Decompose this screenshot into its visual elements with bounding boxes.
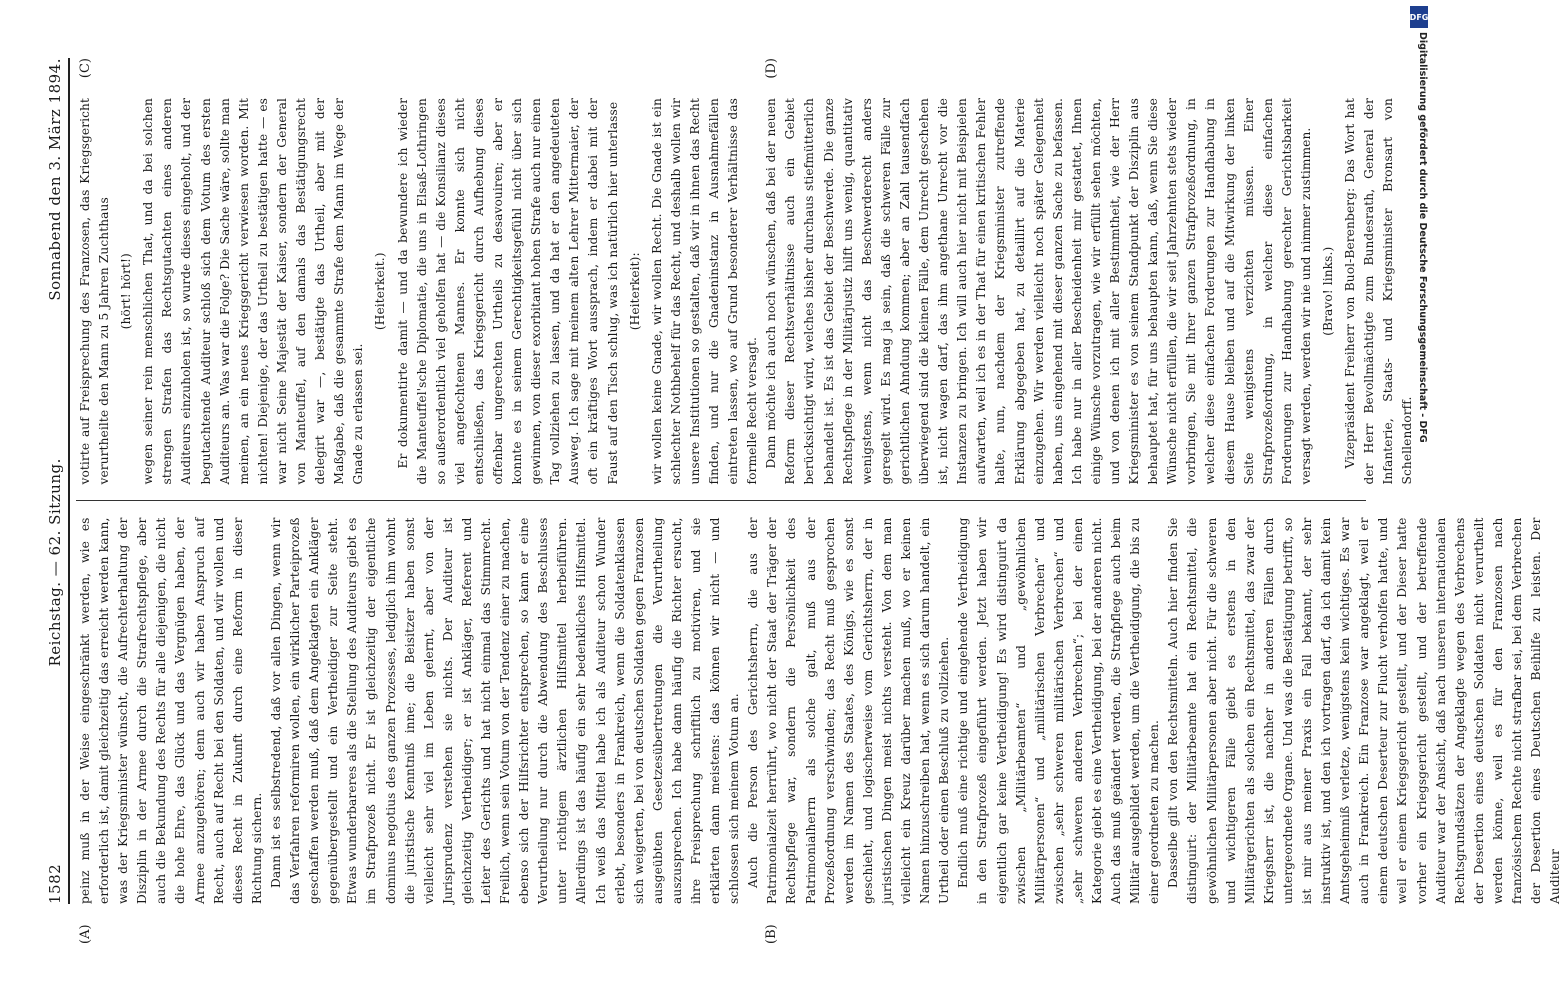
paragraph: Dasselbe gilt von den Rechtsmitteln. Auch hier finden Sie distinguirt: der Militärbeamte hat ein Rechtsmittel, die gewöhnlichen Militärpersonen aber nicht. Für die schweren und wichtigeren Fälle giebt es erstens in den Militärgerichten als solchen ein Rechtsmittel, das zwar der Kriegsherr ist, die nachher in anderen Fällen durch untergeordnete Organe. Und was die Bestätigung betrifft, so ist mir aus meiner Praxis ein Fall bekannt, der sehr instruktiv ist, und den ich vortragen darf, da ich damit kein Amtsgeheimniß verletze, wenigstens kein wichtiges. Es war auch in Frankreich. Ein Franzose war angeklagt, weil er einem deutschen Deserteur zur Flucht verholfen hatte, und weil er einem Kriegsgericht gestellt, und der Dieser hatte vorher ein Kriegsgericht gestellt, und der betreffende Auditeur war der Ansicht, daß nach unseren internationalen Rechtsgrundsätzen der Angeklagte wegen des Verbrechens der Desertion eines deutschen Soldaten nicht verurtheilt werden könne, weil es für den Franzosen nach französischem Rechte nicht strafbar sei, bei dem Verbrechen der Desertion eines Deutschen Beihilfe zu leisten. Der Auditeur <box>1166 517 1563 904</box>
page-header <box>46 58 70 904</box>
paragraph: wir wollen keine Gnade, wir wollen Recht. Die Gnade ist ein schlechter Nothbehelf für das Recht, und deshalb wollen wir unsere Institutionen so gestalten, daß wir in ihnen das Recht finden, und nur die Gnadeninstanz in Ausnahmefällen eintreten lassen, wo auf Grund besonderer Verhältnisse das formelle Recht versagt. <box>649 98 760 485</box>
margin-mark-d: (D) <box>764 58 779 79</box>
page-number: 1582 <box>46 863 64 904</box>
paragraph: Er dokumentirte damit — und da bewundere ich wieder die Manteuffel'sche Diplomatie, die uns in Elsaß-Lothringen so außerordentlich viel geholfen hat — die Konsilianz dieses viel angefochtenen Mannes. Er konnte sich nicht entschließen, das Kriegsgericht durch Aufhebung dieses offenbar ungerechten Urtheils zu desavouiren; aber er konnte es in seinem Gerechtigkeitsgefühl nicht über sich gewinnen, von dieser exorbitant hohen Strafe auch nur einen Tag vollziehen zu lassen, und da hat er den angedeuteten Ausweg. Ich sage mit meinem alten Lehrer Mittermaier, der oft ein kräftiges Wort aussprach, indem er dabei mit der Faust auf den Tisch schlug, was ich natürlich hier unterlasse <box>395 97 620 485</box>
dfg-logo: DFG <box>1410 6 1428 28</box>
dfg-credit-text: Digitalisierung gefördert durch die Deutsche Forschungsgemeinschaft - DFG <box>1417 32 1428 443</box>
interjection: (hört! hört!) <box>119 253 134 330</box>
paragraph: Endlich muß eine richtige und eingehende Vertheidigung in den Strafprozeß eingeführt werden. Jetzt haben wir eigentlich gar keine Vertheidigung! Es wird distinguirt da zwischen „Militärbeamten“ und „gewöhnlichen Militärpersonen“ und „militärischen Verbrechen“ und zwischen „sehr schweren militärischen Verbrechen“ und „sehr schweren anderen Verbrechen“; bei der einen Kategorie giebt es eine Vertheidigung, bei der anderen nicht. Auch das muß geändert werden, die Strafpflege auch beim Militär ausgebildet werden, um die Vertheidigung, die bis zu einer geordneten zu machen. <box>956 517 1162 904</box>
dfg-credit-text-wrap <box>1410 32 1428 992</box>
interjection: (Heiterkeit): <box>627 252 642 331</box>
margin-mark-a: (A) <box>78 924 93 944</box>
interjection: (Bravo! links.) <box>1321 246 1335 336</box>
interjection: (Heiterkeit.) <box>373 252 388 331</box>
paragraph: Auch die Person des Gerichtsherrn, die aus der Patrimonialzeit herrührt, wo nicht der Staat der Träger der Rechtspflege war, sondern die Persönlichkeit des Patrimonialherrn als solche galt, muß aus der Prozeßordnung verschwinden; das Recht muß gesprochen werden im Namen des Staates, des Königs, wie es sonst geschieht, und logischerweise vom Gerichtsherrn, der in juristischen Dingen meist nichts versteht. Von dem man vielleicht ein Kreuz darüber machen muß, wo er keinen Namen hinzuschreiben hat, wenn es sich darum handelt, ein Urtheil oder einen Beschluß zu vollziehen. <box>746 517 952 904</box>
dfg-credit-strip <box>1410 6 1428 996</box>
right-margin <box>76 58 1366 98</box>
paragraph: peinz muß in der Weise eingeschränkt werden, wie es erforderlich ist, damit gleichzeitig das erreicht werden kann, was der Kriegsminister wünscht, die Aufrechterhaltung der Disziplin in der Armee durch die Strafrechtspflege, aber auch die Bekundung des Rechts für alle diejenigen, die nicht die hohe Ehre, das Glück und das Vergnügen haben, der Armee anzugehören; denn auch wir haben Anspruch auf Recht, auch auf Recht bei den Soldaten, und wir wollen und dieses Recht in Zukunft durch eine Reform in dieser Richtung sichern. <box>78 517 264 904</box>
paragraph: Dann möchte ich auch noch wünschen, daß bei der neuen Reform dieser Rechtsverhältnisse auch ein Gebiet berücksichtigt wird, welches bisher durchaus stiefmütterlich behandelt ist. Es ist das Gebiet der Beschwerde. Die ganze Rechtspflege in der Militärjustiz hilft uns wenig, quantitativ wenigstens, wenn nicht das Beschwerderecht anders geregelt wird. Es mag ja sein, daß die schweren Fälle zur gerichtlichen Ahndung kommen; aber an Zahl tausendfach überwiegend sind die kleinen Fälle, dem Unrecht geschehen ist, nicht wagen darf, das ihm angethane Unrecht vor die Instanzen zu bringen. Ich will auch hier nicht mit Beispielen aufwarten, weil ich es in der That für einen kritischen Fehler halte, nun, nachdem der Kriegsminister zutreffende Erklärung abgegeben hat, zu detaillirt auf die Materie einzugehen. Wir werden vielleicht noch später Gelegenheit haben, uns eingehend mit dieser ganzen Sache zu befassen. Ich habe nur in aller Bescheidenheit mir gestattet, Ihnen einige Wünsche vorzutragen, wie wir erfüllt sehen möchten, und von denen ich mit aller Bestimmtheit, wie der Herr Kriegsminister es von seinem Standpunkt der Disziplin aus behauptet hat, für uns behaupten kann, daß, wenn Sie diese Wünsche nicht erfüllen, die wir seit Jahrzehnten stets wieder vorbringen, Sie mit Ihrer ganzen Strafprozeßordnung, in welcher diese einfachen Forderungen zur Handhabung in diesem Hause bleiben und auf die Mitwirkung der linken Seite wenigstens verzichten müssen. Einer Strafprozeßordnung, in welcher diese einfachen Forderungen zur Handhabung gerechter Gerichtsbarkeit versagt werden, werden wir nie und nimmer zustimmen. <box>764 98 1313 485</box>
session-date: Sonnabend den 3. März 1894. <box>46 58 64 301</box>
left-column <box>76 501 1563 905</box>
speaker-paragraph: Vizepräsident Freiherr von Buol-Berenberg: Das Wort hat der Herr Bevollmächtigte zum Bundesrath, General der Infanterie, Staats- und Kriegsminister Bronsart von Schellendorff. <box>1343 98 1415 485</box>
session-title: Reichstag. — 62. Sitzung. <box>46 458 64 667</box>
right-column <box>76 97 1415 501</box>
paragraph: wegen seiner rein menschlichen That, und da bei solchen strengen Strafen das Rechtsgutachten eines anderen Auditeurs einzuholen ist, so wurde dieses eingeholt, und der begutachtende Auditeur schloß sich dem Votum des ersten Auditeurs an. Was war die Folge? Die Sache wäre, sollte man meinen, an ein neues Kriegsgericht verwiesen worden. Mit nichten! Diejenige, der das Urtheil zu bestätigen hatte — es war nicht Seine Majestät der Kaiser, sondern der General von Manteuffel, auf den damals das Bestätigungsrecht delegirt war —, bestätigte das Urtheil, aber mit der Maßgabe, daß die gesammte Strafe dem Mann im Wege der Gnade zu erlassen sei. <box>141 98 366 485</box>
margin-mark-c: (C) <box>78 58 93 79</box>
margin-mark-b: (B) <box>764 924 779 944</box>
left-margin <box>76 904 1366 948</box>
paragraph: Dann ist es selbstredend, daß vor allen Dingen, wenn wir das Verfahren reformiren wollen, ein wirklicher Parteiprozeß geschaffen werden muß, daß dem Angeklagten ein Ankläger gegenübergestellt und ein Vertheidiger zur Seite steht. Etwas wunderbareres als die Stellung des Auditeurs giebt es im Strafprozeß nicht. Er ist gleichzeitig der eigentliche dominus negotius des ganzen Prozesses, lediglich ihm wohnt die juristische Kenntniß inne; die Beisitzer haben sonst vielleicht sehr viel im Leben gelernt, aber von der Jurisprudenz verstehen sie nichts. Der Auditeur ist gleichzeitig Vertheidiger; er ist Ankläger, Referent und Leiter des Gerichts und hat nicht einmal das Stimmrecht. Freilich, wenn sein Votum von der Tendenz einer zu machen, ebenso sich der Hilfsrichter entsprechen, so kann er eine Verurtheilung nur durch die Abwendung des Beschlusses unter richtigem ärztlichen Hilfsmittel herbeiführen. Allerdings ist das häufig ein sehr bedenkliches Hilfsmittel. Ich weiß das Mittel habe ich als Auditeur schon Wunder erlebt, besonders in Frankreich, wenn die Soldatenklassen sich weigerten, bei von deutschen Soldaten gegen Franzosen ausgeübten Gesetzesübertretungen die Verurtheilung auszusprechen. Ich habe dann häufig die Richter ersucht, ihre Freisprechung schriftlich zu motiviren, und sie erklärten dann meistens: das können wir nicht — und schlossen sich meinem Votum an. <box>268 517 742 904</box>
paragraph: votirte auf Freisprechung des Franzosen, das Kriegsgericht verurtheilte den Mann zu 5 Jahren Zuchthaus <box>78 98 112 485</box>
